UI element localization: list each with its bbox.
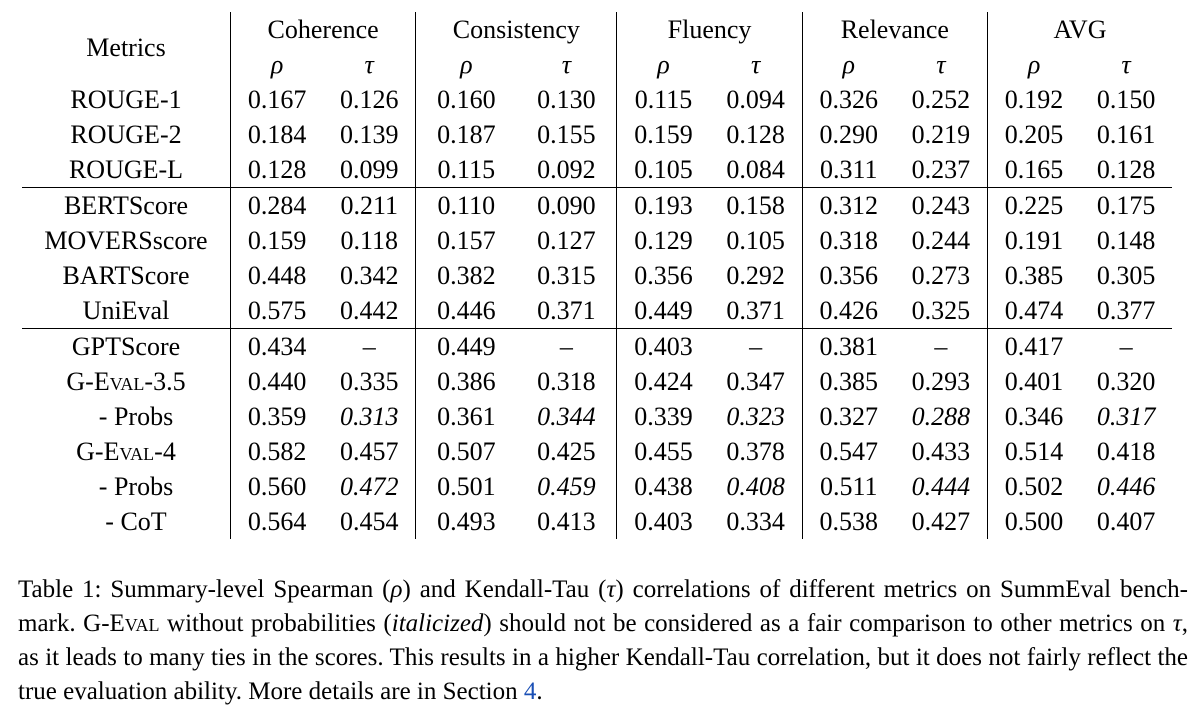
caption-text: .: [536, 678, 543, 705]
tau-value-cell: 0.320: [1096, 367, 1156, 396]
rho-header: ρ: [617, 47, 710, 82]
rho-value-cell: 0.403: [617, 504, 710, 539]
tau-value-cell: 0.244: [911, 226, 971, 255]
tau-value-cell: 0.457: [339, 437, 399, 466]
tau-value-cell: 0.334: [726, 507, 785, 536]
metric-name-prefix: G-E: [76, 437, 120, 466]
table-row: [22, 364, 1172, 399]
metric-name: ROUGE-2: [70, 120, 182, 149]
rho-value-cell: 0.426: [802, 293, 895, 329]
table-row: [22, 82, 1172, 117]
group-header-row: [22, 12, 1172, 47]
rho-value-cell: 0.165: [987, 152, 1080, 188]
table-row: [22, 504, 1172, 539]
caption-text: without probabilities (: [159, 610, 392, 637]
caption-tau-symbol: τ: [1172, 610, 1182, 637]
metric-name: BERTScore: [22, 188, 231, 224]
group-header-avg: AVG: [987, 12, 1172, 47]
caption-text: Table 1: Summary-level Spearman (: [18, 576, 391, 603]
tau-value-cell: 0.342: [339, 261, 399, 290]
caption-text: ) and Kendall-Tau (: [402, 576, 607, 603]
tau-header: τ: [1121, 50, 1131, 79]
rho-value-cell: 0.192: [987, 82, 1080, 117]
caption-text: ) should not be considered as a fair comparison to other metrics on: [483, 610, 1173, 637]
caption-italicized-word: italicized: [391, 610, 484, 637]
tau-value-cell: 0.211: [323, 188, 416, 224]
rho-value-cell: 0.455: [617, 434, 710, 469]
tau-header: τ: [936, 50, 946, 79]
tau-value-cell: 0.292: [726, 261, 785, 290]
rho-value-cell: 0.500: [987, 504, 1080, 539]
tau-value-cell: 0.128: [1096, 155, 1156, 184]
rho-value-cell: 0.448: [231, 258, 324, 293]
tau-value-cell: 0.377: [1096, 296, 1156, 325]
table-row: [22, 258, 1172, 293]
table-row: [22, 223, 1172, 258]
metric-name-smallcaps: val: [119, 437, 155, 466]
tau-value-cell: 0.293: [911, 367, 971, 396]
tau-value-cell: 0.335: [339, 367, 399, 396]
tau-value-cell: 0.127: [537, 226, 596, 255]
group-header-fluency: Fluency: [617, 12, 802, 47]
rho-value-cell: 0.547: [802, 434, 895, 469]
tau-value-cell: 0.378: [726, 437, 785, 466]
tau-value-cell: 0.318: [537, 367, 596, 396]
rho-header: ρ: [231, 47, 324, 82]
metric-name: [22, 434, 231, 469]
rho-value-cell: 0.564: [231, 504, 324, 539]
tau-value-cell: –: [1080, 329, 1172, 365]
tau-value-cell: 0.433: [911, 437, 971, 466]
tau-value-cell: 0.442: [339, 296, 399, 325]
tau-value-cell: 0.323: [726, 402, 785, 431]
rho-header: ρ: [416, 47, 517, 82]
tau-value-cell: 0.315: [537, 261, 596, 290]
tau-value-cell: 0.347: [726, 367, 785, 396]
rho-value-cell: 0.193: [617, 188, 710, 224]
tau-value-cell: 0.128: [726, 120, 785, 149]
tau-value-cell: 0.371: [726, 296, 785, 325]
rho-value-cell: 0.386: [416, 364, 517, 399]
metric-name-smallcaps: val: [109, 367, 145, 396]
rho-value-cell: 0.385: [802, 364, 895, 399]
rho-value-cell: 0.438: [617, 469, 710, 504]
table-row: [22, 434, 1172, 469]
rho-value-cell: 0.403: [617, 329, 710, 365]
tau-value-cell: 0.317: [1096, 402, 1156, 431]
tau-value-cell: 0.459: [537, 472, 596, 501]
rho-value-cell: 0.290: [802, 117, 895, 152]
tau-value-cell: 0.090: [516, 188, 617, 224]
caption-text: , as it leads to many ties in the scores. This results in a higher Kendall-Tau correlation, but it does not fairly reflect the true evaluation ability. More details are in Section: [18, 610, 1188, 705]
tau-value-cell: 0.325: [911, 296, 971, 325]
rho-value-cell: 0.401: [987, 364, 1080, 399]
rho-value-cell: 0.502: [987, 469, 1080, 504]
tau-value-cell: 0.092: [537, 155, 596, 184]
rho-value-cell: 0.115: [416, 152, 517, 188]
rho-value-cell: 0.446: [416, 293, 517, 329]
rho-value-cell: 0.356: [617, 258, 710, 293]
tau-value-cell: 0.099: [339, 155, 399, 184]
tau-value-cell: 0.313: [339, 402, 399, 431]
rho-value-cell: 0.191: [987, 223, 1080, 258]
tau-value-cell: 0.158: [710, 188, 803, 224]
tau-value-cell: 0.252: [911, 85, 971, 114]
rho-value-cell: 0.339: [617, 399, 710, 434]
metric-name: ROUGE-L: [68, 155, 184, 184]
metrics-header: Metrics: [86, 32, 166, 62]
metric-name: UniEval: [82, 296, 170, 325]
tau-value-cell: 0.407: [1096, 507, 1156, 536]
table-row: [22, 117, 1172, 152]
tau-value-cell: 0.243: [895, 188, 988, 224]
tau-value-cell: –: [323, 329, 416, 365]
metric-name: GPTScore: [22, 329, 231, 365]
rho-value-cell: 0.359: [231, 399, 324, 434]
rho-value-cell: 0.381: [802, 329, 895, 365]
rho-value-cell: 0.507: [416, 434, 517, 469]
tau-value-cell: 0.161: [1096, 120, 1156, 149]
results-table: [22, 12, 1172, 539]
rho-value-cell: 0.129: [617, 223, 710, 258]
tau-value-cell: 0.413: [537, 507, 596, 536]
tau-value-cell: 0.273: [911, 261, 971, 290]
tau-value-cell: 0.446: [1096, 472, 1156, 501]
tau-value-cell: 0.084: [726, 155, 785, 184]
tau-value-cell: 0.425: [537, 437, 596, 466]
rho-value-cell: 0.417: [987, 329, 1080, 365]
rho-value-cell: 0.582: [231, 434, 324, 469]
tau-header: τ: [561, 50, 572, 79]
caption-rho-symbol: ρ: [390, 576, 403, 603]
caption-text: ) correlations of different metrics on SummEval bench-mark. G-E: [18, 576, 1188, 637]
table-caption: [18, 573, 1188, 709]
rho-value-cell: 0.511: [802, 469, 895, 504]
tau-value-cell: 0.454: [339, 507, 399, 536]
tau-value-cell: 0.139: [339, 120, 399, 149]
rho-value-cell: 0.318: [802, 223, 895, 258]
rho-value-cell: 0.115: [617, 82, 710, 117]
tau-value-cell: 0.444: [911, 472, 971, 501]
section-link[interactable]: 4: [523, 678, 537, 705]
metric-name-suffix: -4: [154, 437, 176, 466]
tau-value-cell: 0.105: [726, 226, 785, 255]
table-row: [22, 469, 1172, 504]
rho-value-cell: 0.311: [802, 152, 895, 188]
metric-name: BARTScore: [62, 261, 190, 290]
table-row: [22, 152, 1172, 188]
tau-value-cell: 0.305: [1096, 261, 1156, 290]
metric-name: - Probs: [98, 402, 174, 431]
caption-tau-symbol: τ: [606, 576, 616, 603]
metric-name-prefix: G-E: [66, 367, 110, 396]
rho-value-cell: 0.361: [416, 399, 517, 434]
rho-value-cell: 0.167: [231, 82, 324, 117]
tau-value-cell: 0.427: [911, 507, 971, 536]
rho-value-cell: 0.157: [416, 223, 517, 258]
table-row: [22, 293, 1172, 329]
rho-value-cell: 0.474: [987, 293, 1080, 329]
rho-value-cell: 0.493: [416, 504, 517, 539]
tau-value-cell: 0.418: [1096, 437, 1156, 466]
rho-value-cell: 0.105: [617, 152, 710, 188]
rho-value-cell: 0.356: [802, 258, 895, 293]
rho-value-cell: 0.575: [231, 293, 324, 329]
rho-value-cell: 0.538: [802, 504, 895, 539]
rho-value-cell: 0.514: [987, 434, 1080, 469]
rho-value-cell: 0.434: [231, 329, 324, 365]
group-header-relevance: Relevance: [802, 12, 987, 47]
tau-value-cell: 0.344: [537, 402, 596, 431]
tau-value-cell: 0.288: [911, 402, 971, 431]
table-row: [22, 329, 1172, 365]
rho-value-cell: 0.449: [617, 293, 710, 329]
table-row: [22, 188, 1172, 224]
rho-value-cell: 0.440: [231, 364, 324, 399]
metric-name: ROUGE-1: [70, 85, 182, 114]
tau-value-cell: 0.472: [339, 472, 399, 501]
rho-value-cell: 0.159: [231, 223, 324, 258]
tau-value-cell: –: [710, 329, 803, 365]
tau-value-cell: 0.219: [911, 120, 971, 149]
rho-value-cell: 0.501: [416, 469, 517, 504]
metric-name: - Probs: [98, 472, 174, 501]
rho-value-cell: 0.225: [987, 188, 1080, 224]
tau-header: τ: [750, 50, 761, 79]
table-row: [22, 399, 1172, 434]
metric-name: MOVERSscore: [44, 226, 208, 255]
rho-value-cell: 0.326: [802, 82, 895, 117]
rho-value-cell: 0.382: [416, 258, 517, 293]
tau-value-cell: 0.148: [1096, 226, 1156, 255]
group-header-coherence: Coherence: [231, 12, 416, 47]
tau-value-cell: 0.118: [340, 226, 398, 255]
tau-value-cell: 0.371: [537, 296, 596, 325]
metric-name-suffix: -3.5: [144, 367, 186, 396]
tau-value-cell: 0.408: [726, 472, 785, 501]
rho-value-cell: 0.159: [617, 117, 710, 152]
metric-name: [22, 364, 231, 399]
tau-value-cell: 0.150: [1096, 85, 1156, 114]
tau-value-cell: –: [895, 329, 988, 365]
rho-value-cell: 0.284: [231, 188, 324, 224]
tau-value-cell: 0.175: [1080, 188, 1172, 224]
tau-value-cell: 0.126: [339, 85, 399, 114]
rho-value-cell: 0.110: [416, 188, 517, 224]
results-table-body: [22, 82, 1172, 539]
group-header-consistency: Consistency: [416, 12, 617, 47]
rho-value-cell: 0.184: [231, 117, 324, 152]
rho-value-cell: 0.327: [802, 399, 895, 434]
tau-value-cell: 0.237: [911, 155, 971, 184]
tau-value-cell: 0.130: [537, 85, 596, 114]
rho-value-cell: 0.346: [987, 399, 1080, 434]
tau-value-cell: –: [516, 329, 617, 365]
tau-value-cell: 0.094: [726, 85, 785, 114]
rho-value-cell: 0.449: [416, 329, 517, 365]
rho-value-cell: 0.424: [617, 364, 710, 399]
rho-header: ρ: [802, 47, 895, 82]
rho-value-cell: 0.560: [231, 469, 324, 504]
rho-value-cell: 0.160: [416, 82, 517, 117]
metric-name: - CoT: [105, 507, 167, 536]
rho-value-cell: 0.187: [416, 117, 517, 152]
tau-value-cell: 0.155: [537, 120, 596, 149]
tau-header: τ: [364, 50, 374, 79]
rho-header: ρ: [987, 47, 1080, 82]
rho-value-cell: 0.312: [802, 188, 895, 224]
rho-value-cell: 0.205: [987, 117, 1080, 152]
caption-geval-smallcaps: val: [124, 610, 160, 637]
rho-value-cell: 0.385: [987, 258, 1080, 293]
rho-value-cell: 0.128: [231, 152, 324, 188]
